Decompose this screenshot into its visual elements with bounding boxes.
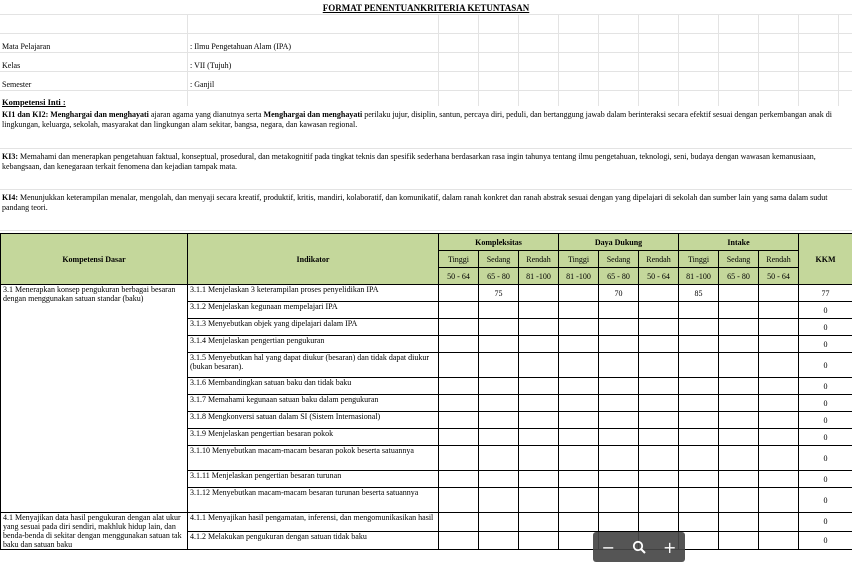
info-value-kelas: : VII (Tujuh) — [190, 61, 232, 70]
ki4-paragraph — [2, 193, 840, 213]
info-label-kelas: Kelas — [2, 61, 21, 70]
score-cell[interactable] — [559, 488, 599, 513]
score-cell[interactable] — [479, 378, 519, 395]
kkm-value-cell[interactable]: 0 — [799, 353, 852, 378]
header-indikator: Indikator — [188, 234, 439, 285]
score-cell[interactable] — [759, 513, 799, 532]
score-cell[interactable] — [519, 412, 559, 429]
score-cell[interactable] — [759, 353, 799, 378]
kd-cell-4-1[interactable]: 4.1 Menyajikan data hasil pengukuran dengan alat ukur yang sesuai pada diri sendiri, makhluk hidup lain, dan benda-benda di sekitar dengan menggunakan satuan tak baku dan satuan baku — [1, 513, 188, 550]
subheader-level-2: Rendah — [519, 251, 559, 268]
score-cell[interactable] — [719, 488, 759, 513]
score-cell[interactable] — [679, 319, 719, 336]
score-cell[interactable] — [719, 395, 759, 412]
indikator-cell[interactable]: 3.1.12 Menyebutkan macam-macam besaran turunan beserta satuannya — [188, 488, 439, 513]
score-cell[interactable] — [639, 488, 679, 513]
score-cell[interactable] — [679, 429, 719, 446]
info-value-mapel: : Ilmu Pengetahuan Alam (IPA) — [190, 42, 292, 51]
zoom-controls — [593, 532, 685, 562]
subheader-level-0: Tinggi — [439, 251, 479, 268]
score-cell[interactable] — [719, 429, 759, 446]
score-cell[interactable] — [439, 412, 479, 429]
score-cell[interactable] — [759, 378, 799, 395]
indikator-cell[interactable]: 3.1.5 Menyebutkan hal yang dapat diukur (besaran) dan tidak dapat diukur (bukan besaran). — [188, 353, 439, 378]
score-cell[interactable] — [479, 488, 519, 513]
score-cell[interactable] — [439, 429, 479, 446]
score-cell[interactable] — [439, 446, 479, 471]
subheader-level-1: Sedang — [479, 251, 519, 268]
score-cell[interactable] — [559, 412, 599, 429]
info-label-mapel: Mata Pelajaran — [2, 42, 51, 51]
score-cell[interactable] — [439, 513, 479, 532]
indikator-cell[interactable]: 4.1.1 Menyajikan hasil pengamatan, inferensi, dan mengomunikasikan hasil — [188, 513, 439, 532]
score-cell[interactable] — [559, 446, 599, 471]
score-cell[interactable] — [639, 285, 679, 302]
score-cell[interactable] — [719, 446, 759, 471]
score-cell[interactable] — [519, 395, 559, 412]
score-cell[interactable] — [679, 471, 719, 488]
score-cell[interactable]: 75 — [479, 285, 519, 302]
score-cell[interactable] — [719, 378, 759, 395]
score-cell[interactable] — [759, 336, 799, 353]
kkm-value-cell[interactable]: 0 — [799, 446, 852, 471]
subheader-range-1: 65 - 80 — [479, 268, 519, 285]
ki1-emphasis-a: Menghargai dan menghayati — [50, 110, 149, 119]
subheader-range-3: 81 -100 — [559, 268, 599, 285]
subheader-range-0: 50 - 64 — [439, 268, 479, 285]
score-cell[interactable] — [519, 378, 559, 395]
ki1-label: KI1 dan KI2: — [2, 110, 49, 119]
score-cell[interactable] — [719, 531, 759, 550]
header-kompleksitas: Kompleksitas — [439, 234, 559, 251]
score-cell[interactable] — [559, 513, 599, 532]
score-cell[interactable] — [639, 446, 679, 471]
kompetensi-inti-heading: Kompetensi Inti : — [2, 97, 66, 107]
score-cell[interactable] — [719, 285, 759, 302]
score-cell[interactable] — [679, 488, 719, 513]
score-cell[interactable] — [559, 471, 599, 488]
score-cell[interactable] — [759, 302, 799, 319]
score-cell[interactable] — [759, 531, 799, 550]
score-cell[interactable] — [719, 471, 759, 488]
score-cell[interactable] — [639, 471, 679, 488]
subheader-level-6: Tinggi — [679, 251, 719, 268]
score-cell[interactable] — [599, 412, 639, 429]
score-cell[interactable] — [679, 378, 719, 395]
document-title: FORMAT PENENTUANKRITERIA KETUNTASAN — [322, 3, 530, 13]
score-cell[interactable] — [719, 513, 759, 532]
score-cell[interactable] — [599, 429, 639, 446]
score-cell[interactable] — [559, 319, 599, 336]
score-cell[interactable] — [479, 319, 519, 336]
score-cell[interactable] — [719, 336, 759, 353]
score-cell[interactable] — [639, 302, 679, 319]
score-cell[interactable]: 85 — [679, 285, 719, 302]
score-cell[interactable] — [519, 336, 559, 353]
ki3-text: Memahami dan menerapkan pengetahuan faktual, konseptual, prosedural, dan metakognitif pada tingkat teknis dan spesifik sederhana berdasarkan rasa ingin tahunya tentang ilmu pengetahuan, teknologi, seni, budaya dengan wawasan kemanusiaan, kebangsaan, dan kenegaraan terkait fenomena dan kejadian tampak mata. — [2, 152, 816, 171]
score-cell[interactable] — [479, 446, 519, 471]
score-cell[interactable] — [639, 513, 679, 532]
score-cell[interactable] — [519, 488, 559, 513]
score-cell[interactable] — [599, 319, 639, 336]
table-row — [1, 285, 852, 302]
header-kkm: KKM — [799, 234, 852, 285]
score-cell[interactable] — [479, 302, 519, 319]
info-value-semester: : Ganjil — [190, 80, 215, 89]
score-cell[interactable] — [439, 302, 479, 319]
score-cell[interactable] — [439, 319, 479, 336]
score-cell[interactable] — [599, 446, 639, 471]
score-cell[interactable] — [519, 513, 559, 532]
score-cell[interactable] — [479, 353, 519, 378]
zoom-out-button[interactable]: − — [601, 537, 616, 557]
indikator-cell[interactable]: 3.1.4 Menjelaskan pengertian pengukuran — [188, 336, 439, 353]
score-cell[interactable] — [759, 471, 799, 488]
score-cell[interactable] — [599, 336, 639, 353]
score-cell[interactable] — [679, 412, 719, 429]
score-cell[interactable]: 70 — [599, 285, 639, 302]
score-cell[interactable] — [759, 446, 799, 471]
ki1-text-b: ajaran agama yang dianutnya serta — [150, 110, 262, 119]
ki4-label: KI4: — [2, 193, 18, 202]
score-cell[interactable] — [439, 531, 479, 550]
score-cell[interactable] — [719, 302, 759, 319]
score-cell[interactable] — [479, 471, 519, 488]
header-intake: Intake — [679, 234, 799, 251]
header-kompetensi-dasar: Kompetensi Dasar — [1, 234, 188, 285]
score-cell[interactable] — [639, 319, 679, 336]
score-cell[interactable] — [439, 285, 479, 302]
info-label-semester: Semester — [2, 80, 32, 89]
score-cell[interactable] — [559, 336, 599, 353]
score-cell[interactable] — [639, 378, 679, 395]
kkm-table — [0, 233, 852, 550]
score-cell[interactable] — [679, 353, 719, 378]
subheader-level-4: Sedang — [599, 251, 639, 268]
score-cell[interactable] — [439, 488, 479, 513]
indikator-cell[interactable]: 3.1.9 Menjelaskan pengertian besaran pokok — [188, 429, 439, 446]
ki3-label: KI3: — [2, 152, 18, 161]
score-cell[interactable] — [479, 429, 519, 446]
score-cell[interactable] — [519, 353, 559, 378]
kkm-value-cell[interactable]: 0 — [799, 395, 852, 412]
ki1-text-d: perilaku jujur, disiplin, santun, percaya diri, peduli, dan bertanggung jawab dalam berinteraksi secara efektif sesuai dengan perkembangan anak di lingkungan, keluarga, sekolah, masyarakat dan lingkungan alam sekitar, bangsa, negara, dan kawasan regional. — [2, 110, 832, 129]
score-cell[interactable] — [719, 412, 759, 429]
subheader-range-5: 50 - 64 — [639, 268, 679, 285]
score-cell[interactable] — [679, 336, 719, 353]
subheader-level-5: Rendah — [639, 251, 679, 268]
score-cell[interactable] — [519, 319, 559, 336]
kkm-value-cell[interactable]: 0 — [799, 319, 852, 336]
subheader-range-7: 65 - 80 — [719, 268, 759, 285]
indikator-cell[interactable]: 3.1.7 Memahami kegunaan satuan baku dalam pengukuran — [188, 395, 439, 412]
ki4-text: Menunjukkan keterampilan menalar, mengolah, dan menyaji secara kreatif, produktif, kritis, mandiri, kolaboratif, dan komunikatif, dalam ranah konkret dan ranah abstrak sesuai dengan yang dipelajari di sekolah dan sumber lain yang sama dalam sudut pandang teori. — [2, 193, 828, 212]
score-cell[interactable] — [439, 395, 479, 412]
score-cell[interactable] — [599, 488, 639, 513]
score-cell[interactable] — [479, 513, 519, 532]
score-cell[interactable] — [759, 319, 799, 336]
score-cell[interactable] — [639, 429, 679, 446]
table-row — [1, 513, 852, 532]
score-cell[interactable] — [519, 531, 559, 550]
subheader-range-4: 65 - 80 — [599, 268, 639, 285]
kkm-value-cell[interactable]: 0 — [799, 412, 852, 429]
header-daya-dukung: Daya Dukung — [559, 234, 679, 251]
score-cell[interactable] — [639, 353, 679, 378]
score-cell[interactable] — [559, 378, 599, 395]
score-cell[interactable] — [479, 531, 519, 550]
score-cell[interactable] — [519, 302, 559, 319]
score-cell[interactable] — [679, 446, 719, 471]
score-cell[interactable] — [759, 429, 799, 446]
indikator-cell[interactable]: 3.1.11 Menjelaskan pengertian besaran turunan — [188, 471, 439, 488]
indikator-cell[interactable]: 3.1.6 Membandingkan satuan baku dan tidak baku — [188, 378, 439, 395]
score-cell[interactable] — [519, 285, 559, 302]
subheader-range-6: 81 -100 — [679, 268, 719, 285]
score-cell[interactable] — [439, 378, 479, 395]
score-cell[interactable] — [559, 429, 599, 446]
score-cell[interactable] — [599, 378, 639, 395]
kkm-value-cell[interactable]: 0 — [799, 302, 852, 319]
kd-cell-3-1[interactable]: 3.1 Menerapkan konsep pengukuran berbagai besaran dengan menggunakan satuan standar (baku) — [1, 285, 188, 513]
score-cell[interactable] — [599, 471, 639, 488]
subheader-level-7: Sedang — [719, 251, 759, 268]
score-cell[interactable] — [719, 353, 759, 378]
indikator-cell[interactable]: 3.1.1 Menjelaskan 3 keterampilan proses penyelidikan IPA — [188, 285, 439, 302]
score-cell[interactable] — [439, 336, 479, 353]
score-cell[interactable] — [559, 285, 599, 302]
score-cell[interactable] — [559, 395, 599, 412]
kkm-value-cell[interactable]: 0 — [799, 488, 852, 513]
indikator-cell[interactable]: 3.1.3 Menyebutkan objek yang dipelajari dalam IPA — [188, 319, 439, 336]
score-cell[interactable] — [479, 395, 519, 412]
kkm-value-cell[interactable]: 0 — [799, 378, 852, 395]
kkm-value-cell[interactable]: 0 — [799, 471, 852, 488]
zoom-in-button[interactable]: + — [662, 537, 677, 557]
score-cell[interactable] — [759, 285, 799, 302]
ki1-emphasis-c: Menghargai dan menghayati — [263, 110, 363, 119]
indikator-cell[interactable]: 3.1.8 Mengkonversi satuan dalam SI (Sistem Internasional) — [188, 412, 439, 429]
subheader-range-2: 81 -100 — [519, 268, 559, 285]
score-cell[interactable] — [479, 336, 519, 353]
score-cell[interactable] — [519, 429, 559, 446]
score-cell[interactable] — [759, 488, 799, 513]
kkm-value-cell[interactable]: 0 — [799, 336, 852, 353]
kkm-value-cell[interactable]: 0 — [799, 429, 852, 446]
score-cell[interactable] — [759, 412, 799, 429]
score-cell[interactable] — [679, 395, 719, 412]
indikator-cell[interactable]: 4.1.2 Melakukan pengukuran dengan satuan tidak baku — [188, 531, 439, 550]
score-cell[interactable] — [599, 353, 639, 378]
score-cell[interactable] — [599, 513, 639, 532]
score-cell[interactable] — [439, 353, 479, 378]
score-cell[interactable] — [639, 412, 679, 429]
score-cell[interactable] — [559, 353, 599, 378]
score-cell[interactable] — [759, 395, 799, 412]
indikator-cell[interactable]: 3.1.2 Menjelaskan kegunaan mempelajari IPA — [188, 302, 439, 319]
score-cell[interactable] — [479, 412, 519, 429]
score-cell[interactable] — [639, 395, 679, 412]
score-cell[interactable] — [679, 302, 719, 319]
kkm-value-cell[interactable]: 0 — [799, 513, 852, 532]
score-cell[interactable] — [599, 302, 639, 319]
zoom-icon[interactable] — [626, 534, 652, 560]
subheader-level-3: Tinggi — [559, 251, 599, 268]
score-cell[interactable] — [559, 302, 599, 319]
score-cell[interactable] — [599, 395, 639, 412]
ki1-paragraph — [2, 110, 840, 130]
score-cell[interactable] — [519, 471, 559, 488]
score-cell[interactable] — [639, 336, 679, 353]
score-cell[interactable] — [679, 513, 719, 532]
ki3-paragraph — [2, 152, 840, 172]
kkm-value-cell[interactable]: 77 — [799, 285, 852, 302]
indikator-cell[interactable]: 3.1.10 Menyebutkan macam-macam besaran pokok beserta satuannya — [188, 446, 439, 471]
score-cell[interactable] — [519, 446, 559, 471]
kkm-value-cell[interactable]: 0 — [799, 531, 852, 550]
subheader-level-8: Rendah — [759, 251, 799, 268]
score-cell[interactable] — [439, 471, 479, 488]
subheader-range-8: 50 - 64 — [759, 268, 799, 285]
score-cell[interactable] — [719, 319, 759, 336]
